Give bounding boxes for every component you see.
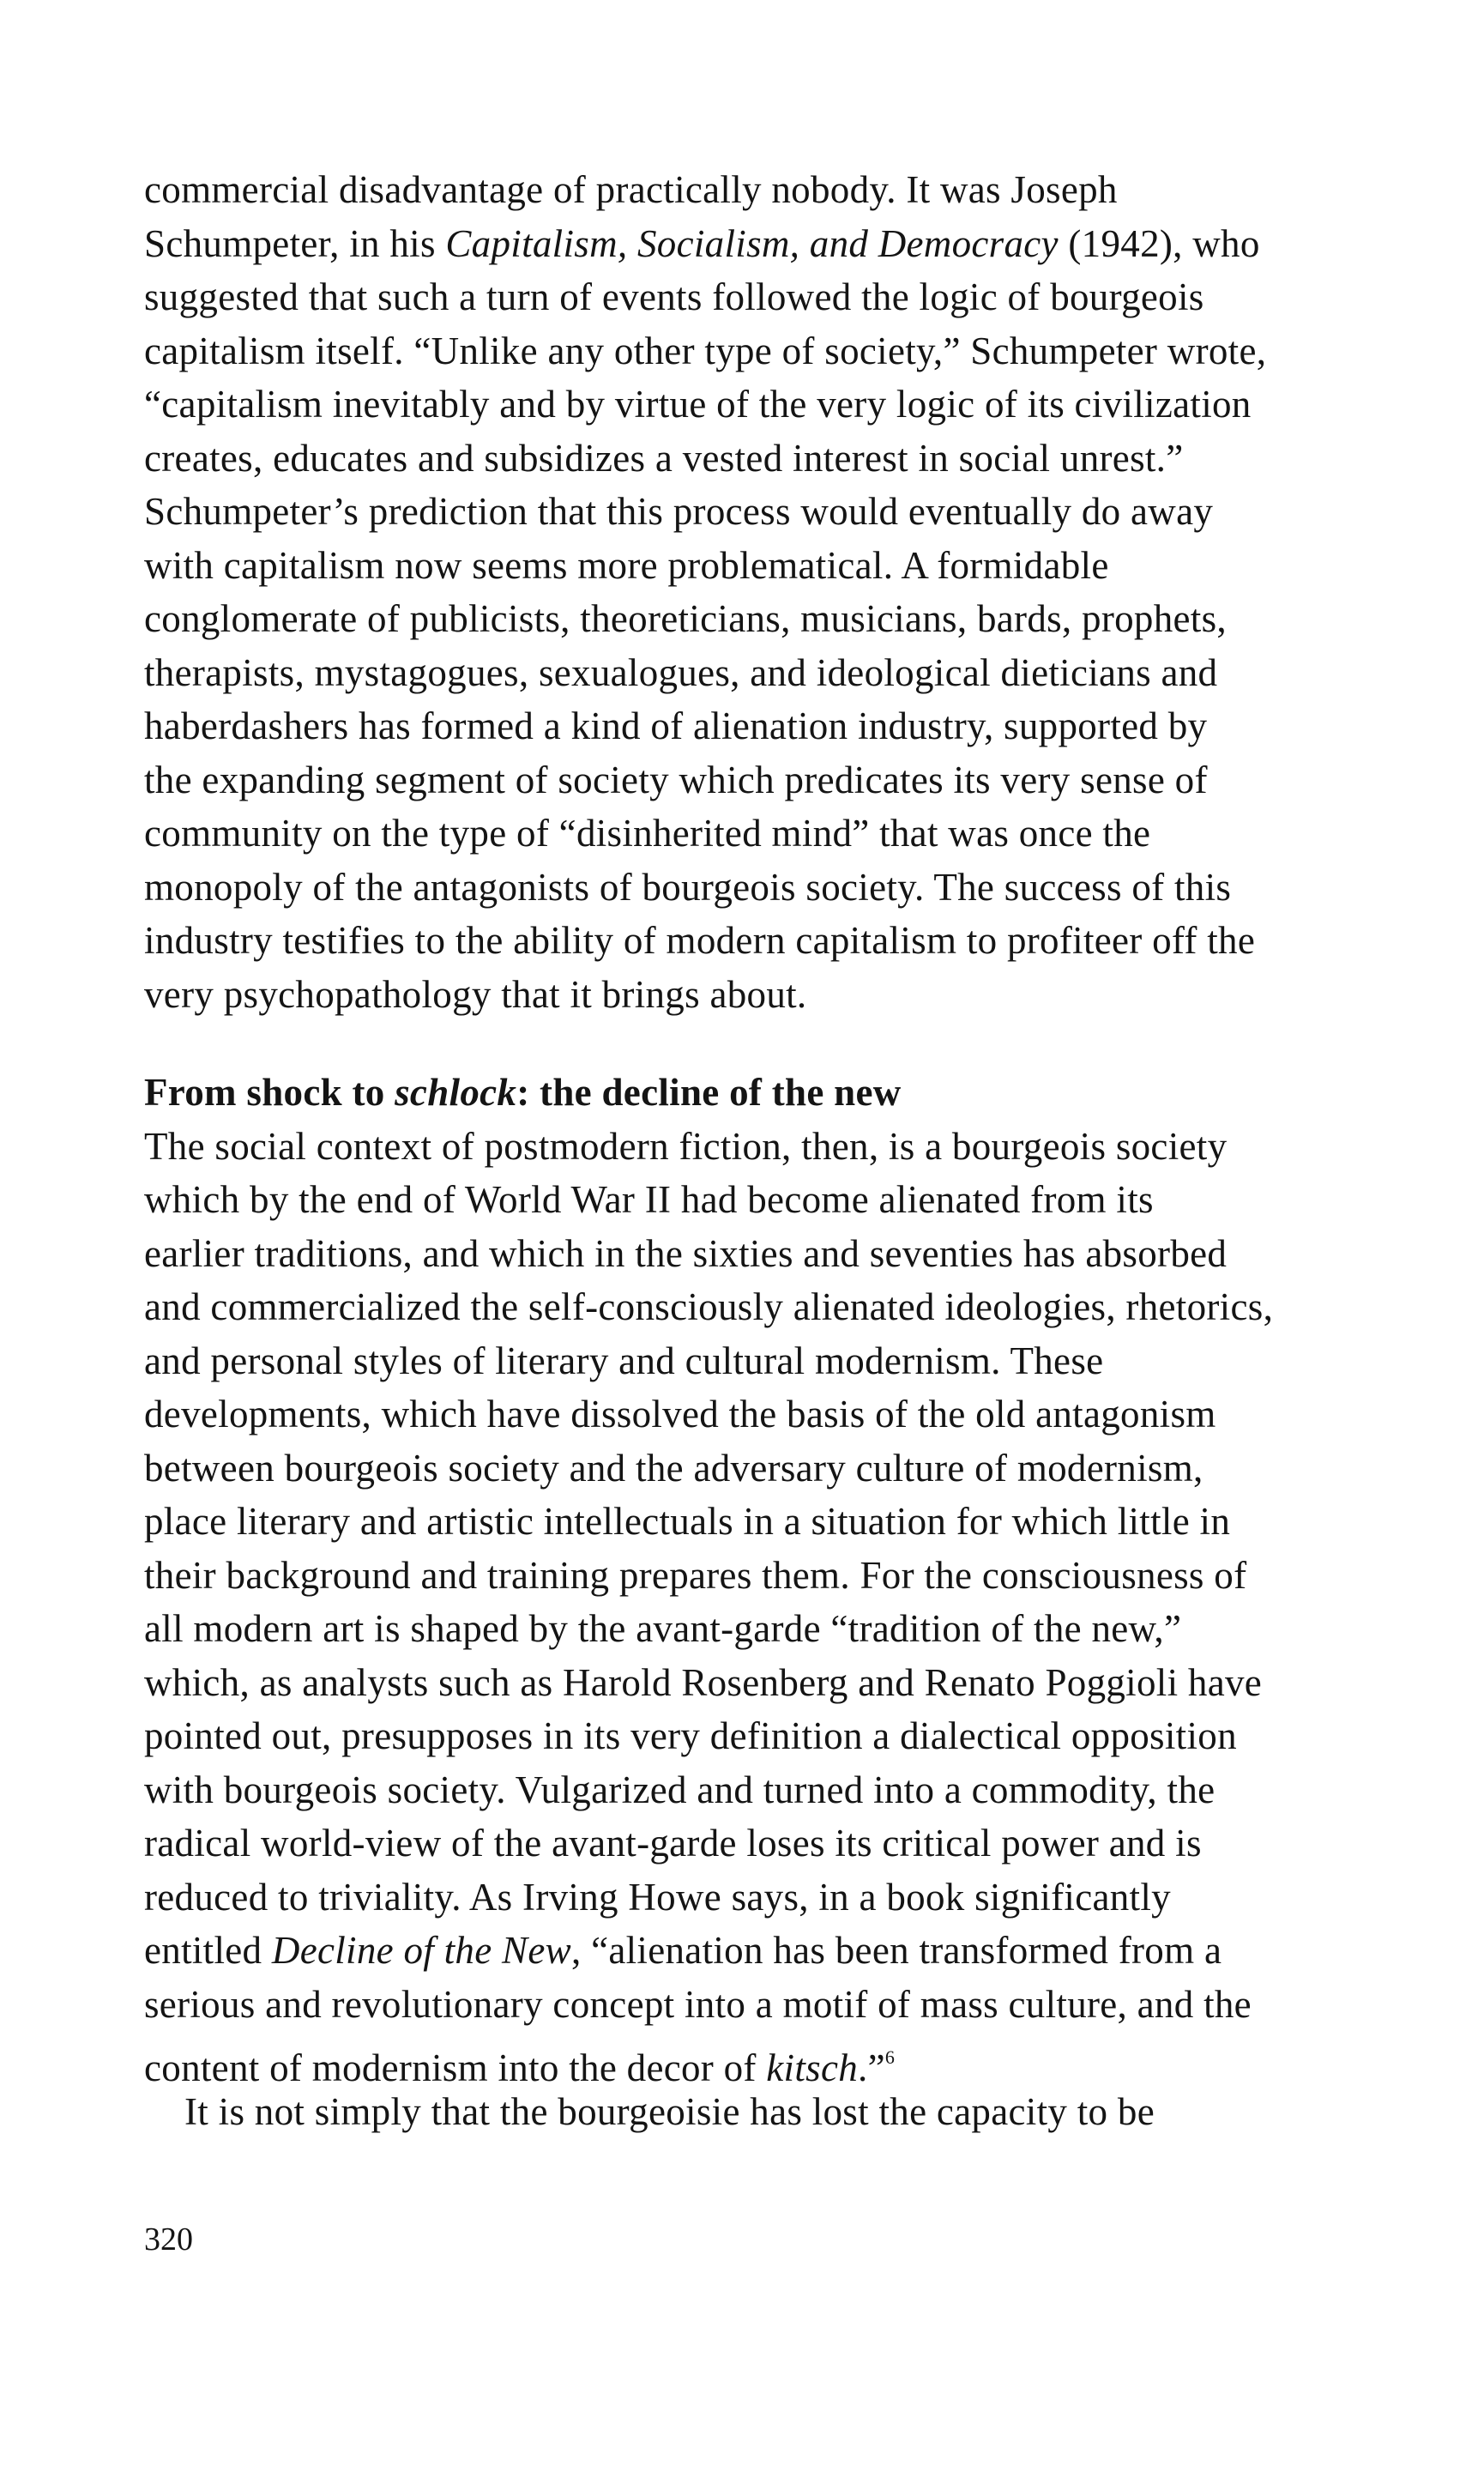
section-gap <box>144 1021 1379 1066</box>
text-line: all modern art is shaped by the avant-garde “tradition of the new,” <box>144 1607 1182 1650</box>
heading-text: From shock to <box>144 1071 395 1114</box>
text-line <box>144 1924 1379 1978</box>
text-line: pointed out, presupposes in its very definition a dialectical opposition <box>144 1714 1237 1757</box>
text-line: Schumpeter’s prediction that this process would eventually do away <box>144 490 1214 533</box>
section-heading <box>144 1066 1379 1120</box>
text-line: “capitalism inevitably and by virtue of the very logic of its civilization <box>144 383 1252 426</box>
text-span: .” <box>858 2046 885 2089</box>
page-number: 320 <box>144 2221 193 2257</box>
text-line: developments, which have dissolved the basis of the old antagonism <box>144 1393 1216 1435</box>
text-line: capitalism itself. “Unlike any other type of society,” Schumpeter wrote, <box>144 329 1267 372</box>
footnote-marker: 6 <box>884 2046 896 2068</box>
text-line: with bourgeois society. Vulgarized and turned into a commodity, the <box>144 1768 1216 1811</box>
paragraph <box>144 1120 1379 2089</box>
text-line: radical world-view of the avant-garde loses its critical power and is <box>144 1822 1202 1865</box>
text-line: earlier traditions, and which in the sixties and seventies has absorbed <box>144 1231 1228 1275</box>
page-body <box>144 163 1379 2138</box>
text-line: very psychopathology that it brings about. <box>144 972 807 1016</box>
text-line: with capitalism now seems more problematical. A formidable <box>144 543 1109 587</box>
text-span: Schumpeter, in his <box>144 221 446 265</box>
text-span: (1942), who <box>1058 221 1260 265</box>
text-line <box>144 217 1379 271</box>
text-line: The social context of postmodern fiction, then, is a bourgeois society <box>144 1124 1228 1168</box>
text-span: content of modernism into the decor of <box>144 2046 767 2089</box>
text-line: industry testifies to the ability of modern capitalism to profiteer off the <box>144 919 1256 962</box>
book-title: Decline of the New <box>271 1929 571 1972</box>
text-line: therapists, mystagogues, sexualogues, and ideological dieticians and <box>144 650 1218 694</box>
text-line: the expanding segment of society which predicates its very sense of <box>144 758 1208 801</box>
text-line <box>144 2031 1379 2089</box>
text-line: their background and training prepares them. For the consciousness of <box>144 1553 1247 1597</box>
text-span: , “alienation has been transformed from a <box>570 1929 1222 1972</box>
text-span: entitled <box>144 1929 272 1972</box>
heading-text: : the decline of the new <box>516 1071 902 1114</box>
text-line: creates, educates and subsidizes a vested interest in social unrest.” <box>144 436 1184 480</box>
text-line: conglomerate of publicists, theoreticians, musicians, bards, prophets, <box>144 597 1227 640</box>
text-line: reduced to triviality. As Irving Howe says, in a book significantly <box>144 1875 1171 1919</box>
text-line: which, as analysts such as Harold Rosenberg and Renato Poggioli have <box>144 1660 1263 1704</box>
text-line: serious and revolutionary concept into a motif of mass culture, and the <box>144 1982 1252 2026</box>
text-line: suggested that such a turn of events followed the logic of bourgeois <box>144 275 1204 318</box>
text-line: and personal styles of literary and cultural modernism. These <box>144 1339 1104 1382</box>
text-line: community on the type of “disinherited mind” that was once the <box>144 812 1151 855</box>
text-line: monopoly of the antagonists of bourgeois society. The success of this <box>144 865 1232 909</box>
text-line: between bourgeois society and the adversary culture of modernism, <box>144 1446 1203 1490</box>
paragraph <box>144 163 1379 1021</box>
text-line: It is not simply that the bourgeoisie has lost the capacity to be <box>184 2089 1155 2133</box>
italic-word: kitsch <box>766 2046 859 2089</box>
paragraph <box>144 2085 1379 2139</box>
book-title: Capitalism, Socialism, and Democracy <box>445 221 1059 265</box>
text-line: haberdashers has formed a kind of alienation industry, supported by <box>144 704 1208 747</box>
text-line: and commercialized the self-consciously alienated ideologies, rhetorics, <box>144 1285 1274 1328</box>
text-line: which by the end of World War II had become alienated from its <box>144 1178 1154 1221</box>
text-line: commercial disadvantage of practically nobody. It was Joseph <box>144 168 1118 211</box>
text-line: place literary and artistic intellectuals in a situation for which little in <box>144 1500 1231 1543</box>
heading-italic: schlock <box>395 1071 517 1114</box>
